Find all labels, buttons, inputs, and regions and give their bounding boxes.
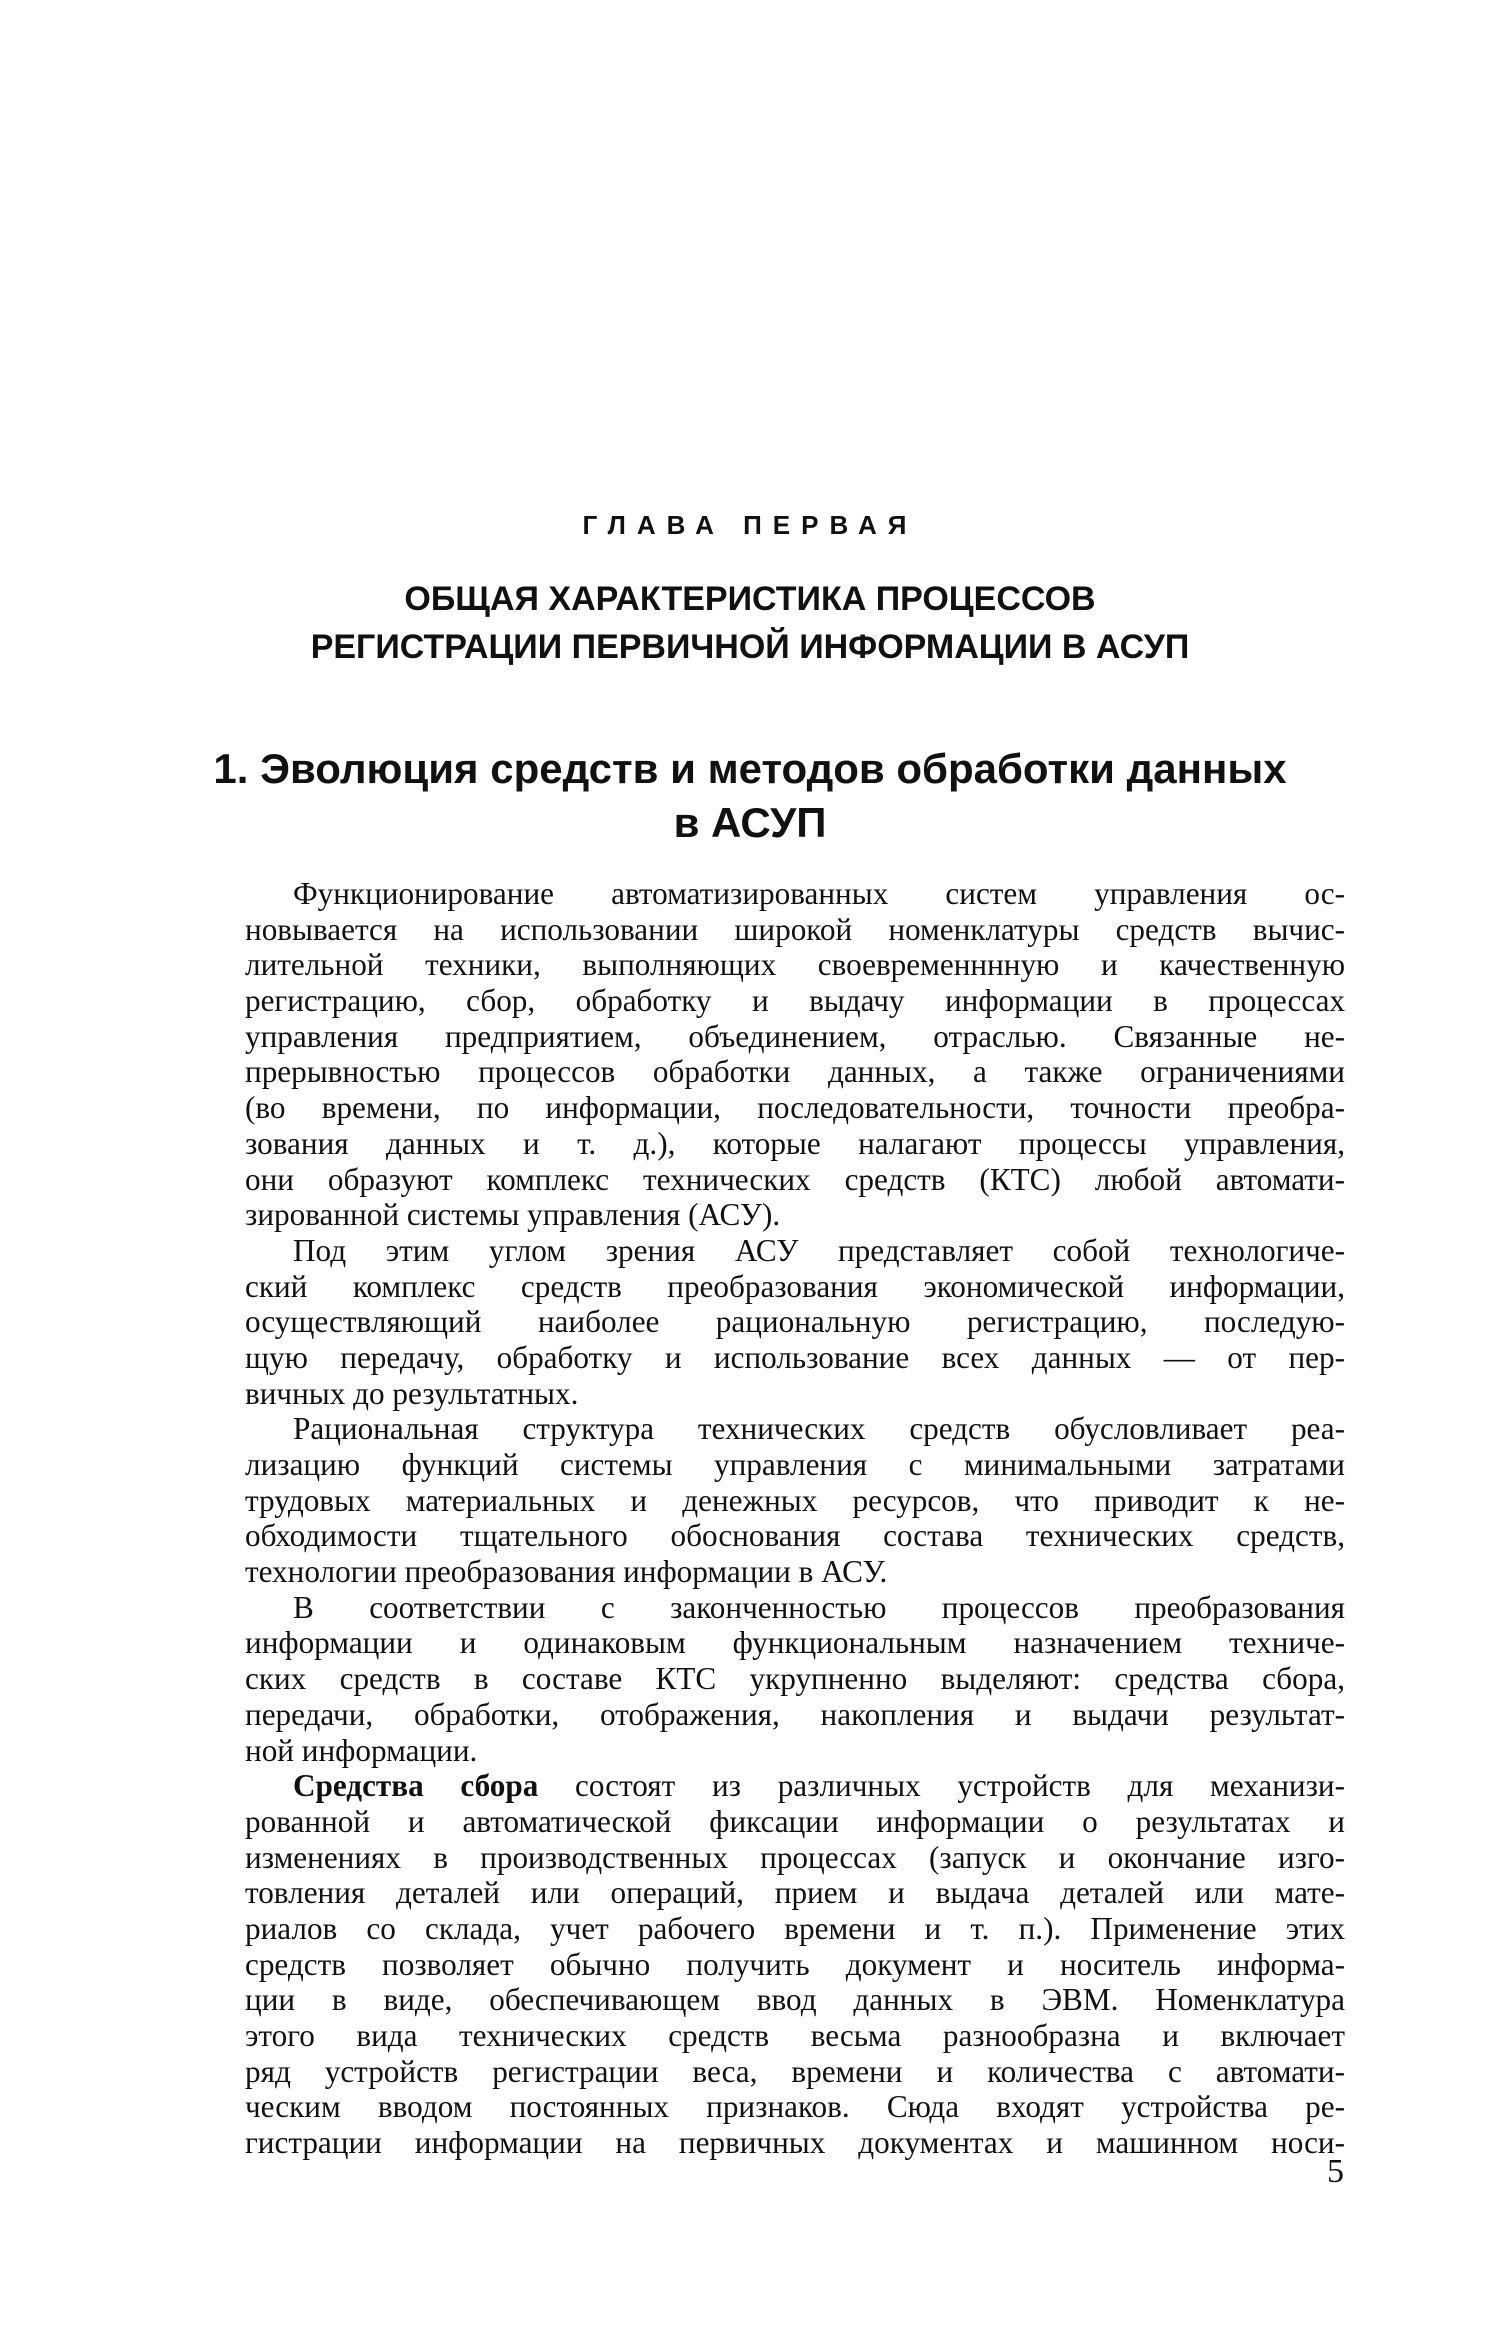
text-line: щую передачу, обработку и использование всех данных — от пер- — [245, 1339, 1345, 1375]
text-line: Рациональная структура технических средств обусловливает реа- — [293, 1411, 1345, 1447]
text-line: прерывностью процессов обработки данных, а также ограничениями — [245, 1054, 1345, 1090]
body-text — [245, 876, 1345, 2161]
text-line: трудовых материальных и денежных ресурсов, что приводит к не- — [245, 1482, 1345, 1518]
chapter-title-line: РЕГИСТРАЦИИ ПЕРВИЧНОЙ ИНФОРМАЦИИ В АСУП — [310, 628, 1190, 666]
text-line: передачи, обработки, отображения, накопления и выдачи результат- — [245, 1696, 1345, 1732]
text-line: ческим вводом постоянных признаков. Сюда входят устройства ре- — [245, 2089, 1345, 2125]
text-line: ский комплекс средств преобразования экономической информации, — [245, 1268, 1345, 1304]
page-number: 5 — [1327, 2153, 1344, 2190]
text-line: этого вида технических средств весьма разнообразна и включает — [245, 2018, 1345, 2053]
text-line: гистрации информации на первичных документах и машинном носи- — [245, 2125, 1345, 2161]
text-line — [245, 1768, 1345, 1804]
text-line: осуществляющий наиболее рациональную регистрацию, последую- — [245, 1304, 1345, 1340]
text-line: технологии преобразования информации в АСУ. — [245, 1554, 888, 1590]
section-title-line: 1. Эволюция средств и методов обработки данных — [213, 745, 1287, 792]
text-line: ряд устройств регистрации веса, времени и количества с автомати- — [245, 2053, 1345, 2089]
text-line: ских средств в составе КТС укрупненно выделяют: средства сбора, — [245, 1661, 1345, 1697]
text-line: ной информации. — [245, 1732, 478, 1768]
chapter-label: ГЛАВА ПЕРВАЯ — [582, 510, 918, 540]
text-line: они образуют комплекс технических средств (КТС) любой автомати- — [245, 1161, 1345, 1197]
text-line: зированной системы управления (АСУ). — [245, 1197, 781, 1233]
section-title-line: в АСУП — [673, 799, 827, 846]
text-line: информации и одинаковым функциональным назначением техниче- — [245, 1625, 1345, 1661]
text-line: В соответствии с законченностью процессов преобразования — [293, 1589, 1345, 1625]
text-line: Под этим углом зрения АСУ представляет собой технологиче- — [293, 1232, 1345, 1268]
term-bold: Средства сбора — [293, 1768, 539, 1804]
text-line: ции в виде, обеспечивающем ввод данных в ЭВМ. Номенклатура — [245, 1982, 1345, 2018]
chapter-title — [0, 575, 1500, 671]
text-line: регистрацию, сбор, обработку и выдачу информации в процессах — [245, 983, 1345, 1019]
text-line: лительной техники, выполняющих своевременннную и качественную — [245, 947, 1345, 983]
text-line: риалов со склада, учет рабочего времени и т. п.). Применение этих — [245, 1910, 1345, 1946]
text-line-rest: состоят из различных устройств для механизи- — [538, 1768, 1345, 1804]
text-line: новывается на использовании широкой номенклатуры средств вычис- — [245, 911, 1345, 947]
text-line: (во времени, по информации, последовательности, точности преобра- — [245, 1090, 1345, 1126]
text-line: товления деталей или операций, прием и выдача деталей или мате- — [245, 1875, 1345, 1911]
text-line: вичных до результатных. — [245, 1375, 579, 1411]
chapter-title-line: ОБЩАЯ ХАРАКТЕРИСТИКА ПРОЦЕССОВ — [404, 580, 1096, 618]
text-line: лизацию функций системы управления с минимальными затратами — [245, 1447, 1345, 1482]
text-line: Функционирование автоматизированных систем управления ос- — [293, 876, 1345, 911]
text-line: изменениях в производственных процессах (запуск и окончание изго- — [245, 1839, 1345, 1875]
section-title — [0, 742, 1500, 850]
text-line: средств позволяет обычно получить документ и носитель информа- — [245, 1946, 1345, 1982]
text-line: рованной и автоматической фиксации информации о результатах и — [245, 1803, 1345, 1839]
text-line: управления предприятием, объединением, отраслью. Связанные не- — [245, 1018, 1345, 1054]
text-line: обходимости тщательного обоснования состава технических средств, — [245, 1518, 1345, 1554]
text-line: зования данных и т. д.), которые налагают процессы управления, — [245, 1125, 1345, 1161]
